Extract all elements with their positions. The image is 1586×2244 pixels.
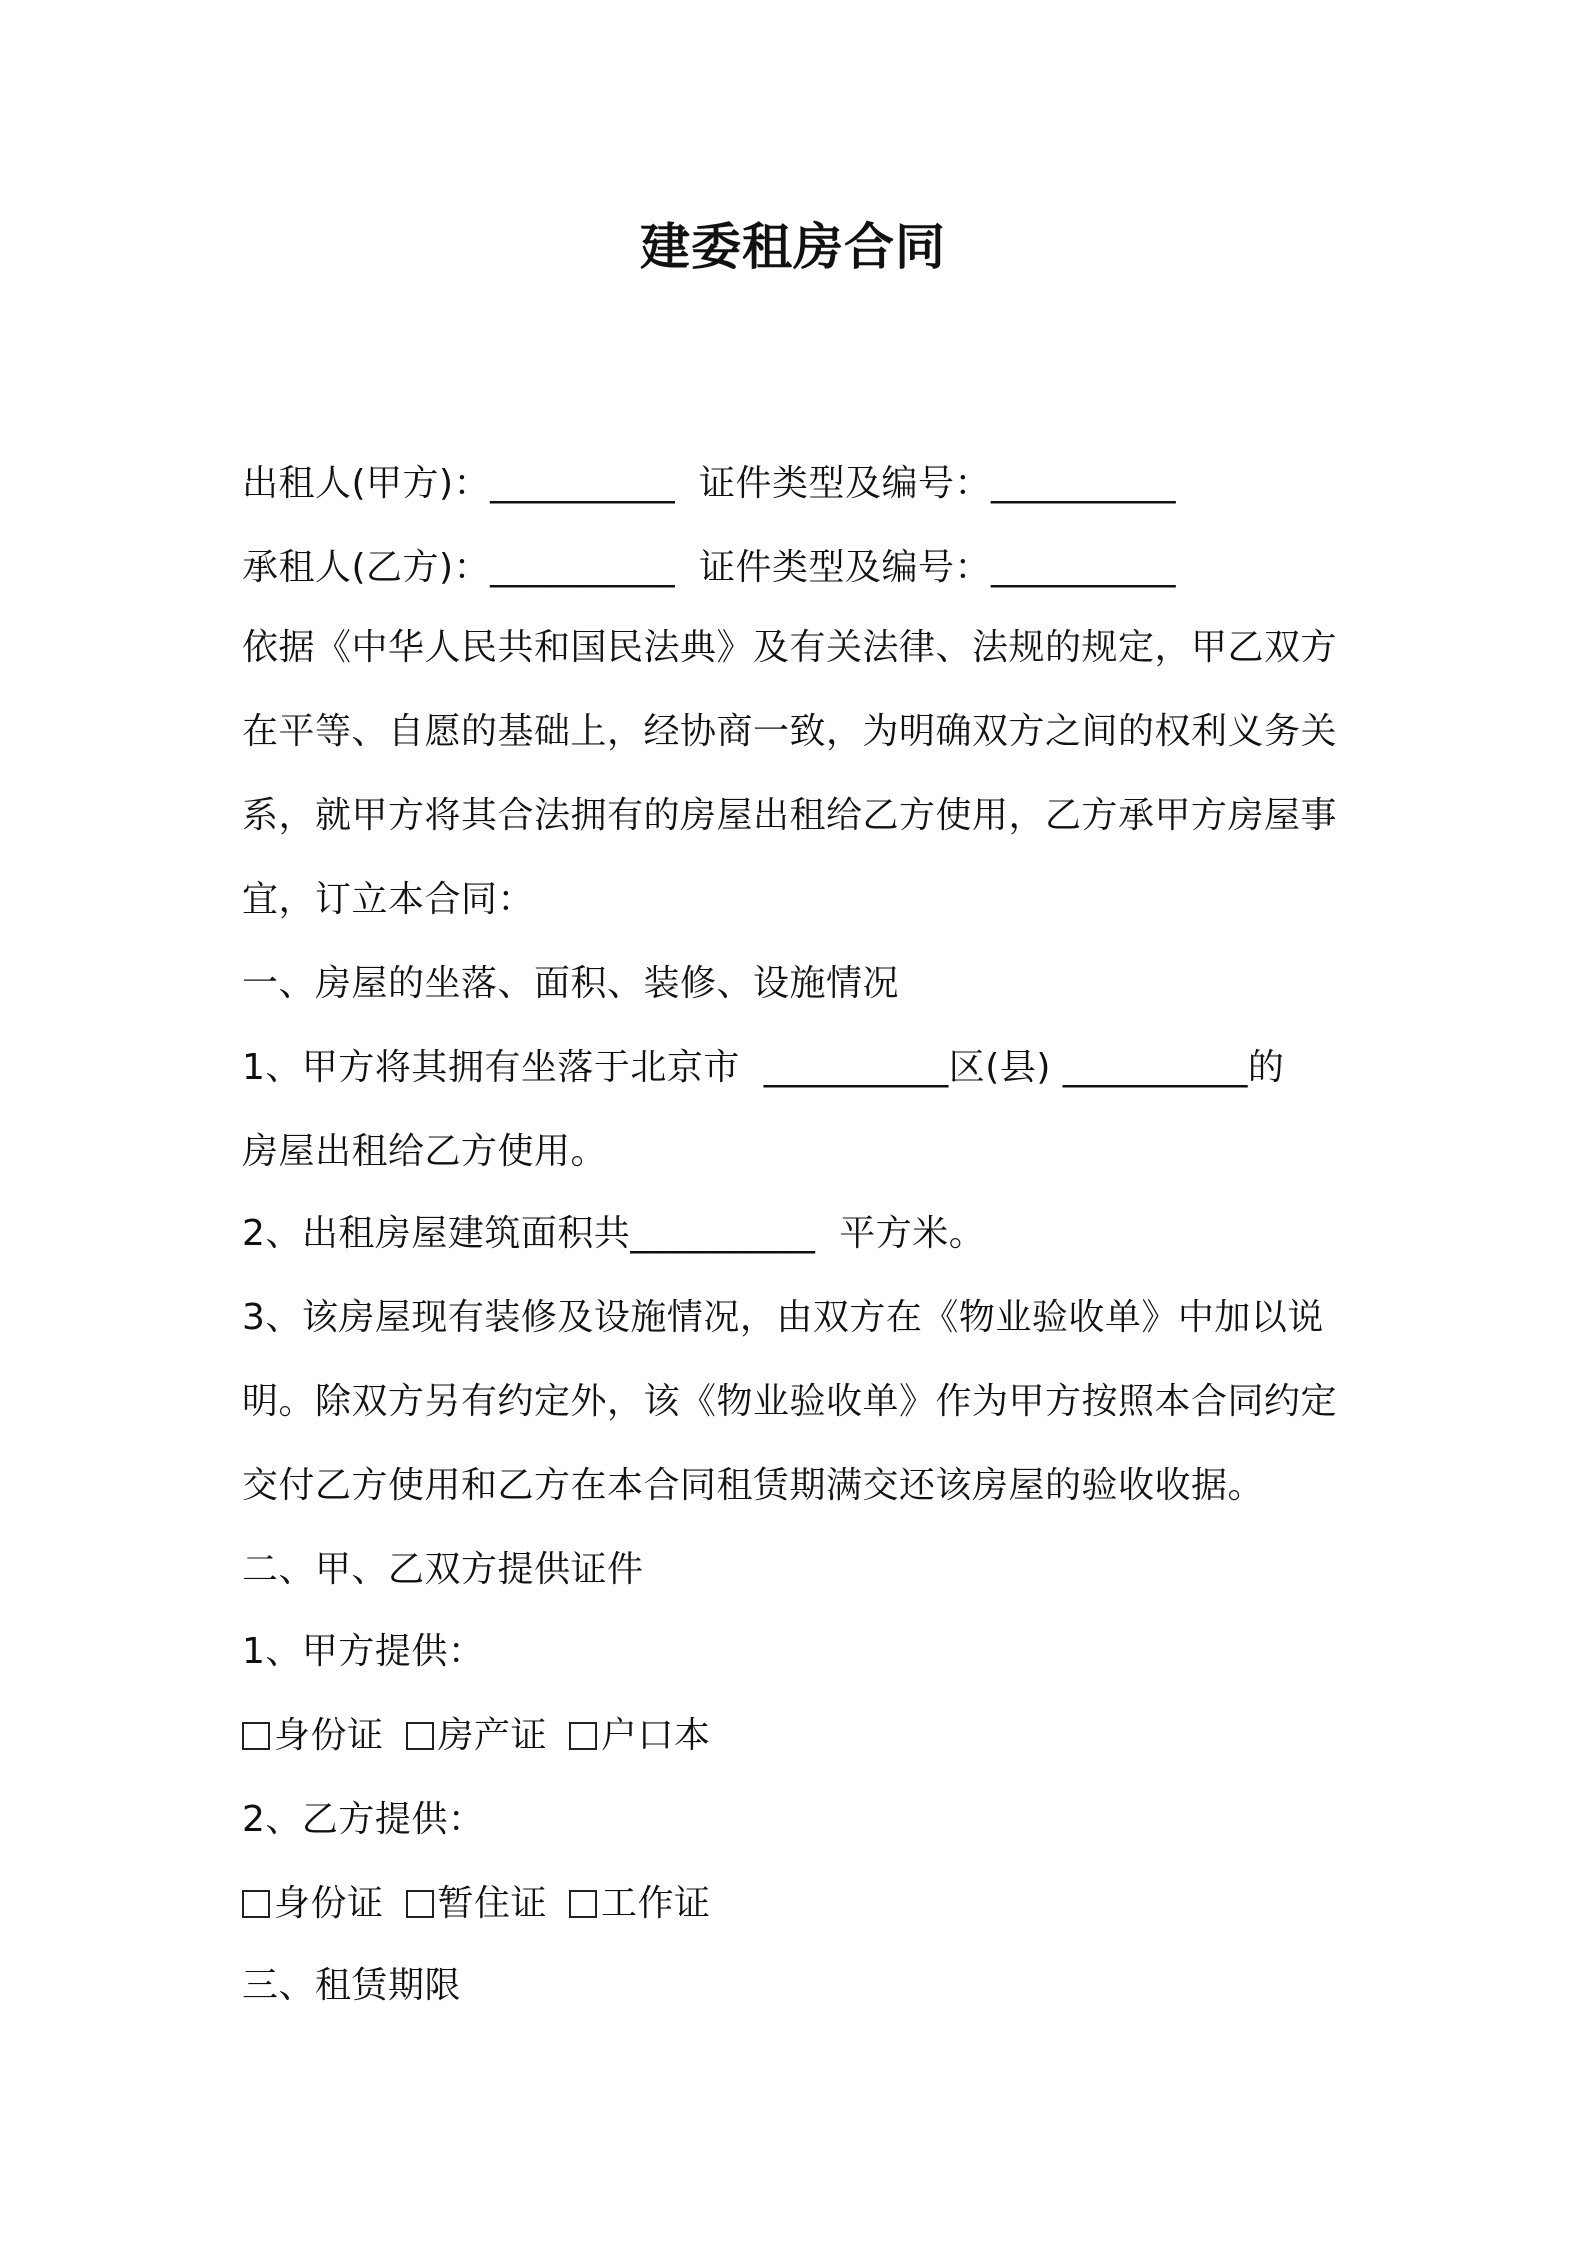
clause-line: 1、甲方将其拥有坐落于北京市 __________区(县) __________的 [242,1047,1285,1088]
paragraph-line: 宜，订立本合同： [242,879,535,920]
checkbox-icon[interactable] [242,1722,270,1750]
clause-line: 2、乙方提供： [242,1799,485,1840]
checkbox-label: 身份证 [274,1715,384,1756]
clause-line: 2、出租房屋建筑面积共__________ 平方米。 [242,1213,986,1254]
checkbox-item[interactable] [406,1708,548,1764]
checkbox-label: 暂住证 [437,1883,548,1924]
document-title: 建委租房合同 [640,218,946,276]
section-heading: 三、租赁期限 [242,1965,462,2006]
party-b-document-checklist [242,1876,1362,1932]
checkbox-icon[interactable] [406,1722,434,1750]
section-heading: 一、房屋的坐落、面积、装修、设施情况 [242,963,900,1004]
paragraph-line: 依据《中华人民共和国民法典》及有关法律、法规的规定，甲乙双方 [242,627,1338,668]
checkbox-label: 房产证 [437,1715,548,1756]
checkbox-icon[interactable] [569,1722,597,1750]
checkbox-item[interactable] [406,1876,548,1932]
lessee-line: 承租人(乙方)：__________ 证件类型及编号：__________ [242,547,1176,588]
party-a-document-checklist [242,1708,1362,1764]
clause-line: 明。除双方另有约定外，该《物业验收单》作为甲方按照本合同约定 [242,1381,1338,1422]
checkbox-label: 户口本 [601,1715,711,1756]
paragraph-line: 系，就甲方将其合法拥有的房屋出租给乙方使用，乙方承甲方房屋事 [242,795,1338,836]
clause-line: 1、甲方提供： [242,1631,485,1672]
clause-line: 3、该房屋现有装修及设施情况，由双方在《物业验收单》中加以说 [242,1297,1324,1338]
checkbox-label: 工作证 [601,1883,711,1924]
paragraph-line: 在平等、自愿的基础上，经协商一致，为明确双方之间的权利义务关 [242,711,1338,752]
clause-line: 交付乙方使用和乙方在本合同租赁期满交还该房屋的验收收据。 [242,1465,1265,1506]
checkbox-icon[interactable] [406,1890,434,1918]
checkbox-label: 身份证 [274,1883,384,1924]
lessor-line: 出租人(甲方)：__________ 证件类型及编号：__________ [242,463,1176,504]
clause-line: 房屋出租给乙方使用。 [242,1131,608,1172]
checkbox-icon[interactable] [242,1890,270,1918]
checkbox-item[interactable] [242,1708,384,1764]
checkbox-item[interactable] [569,1876,711,1932]
checkbox-item[interactable] [242,1876,384,1932]
checkbox-icon[interactable] [569,1890,597,1918]
section-heading: 二、甲、乙双方提供证件 [242,1549,644,1590]
checkbox-item[interactable] [569,1708,711,1764]
